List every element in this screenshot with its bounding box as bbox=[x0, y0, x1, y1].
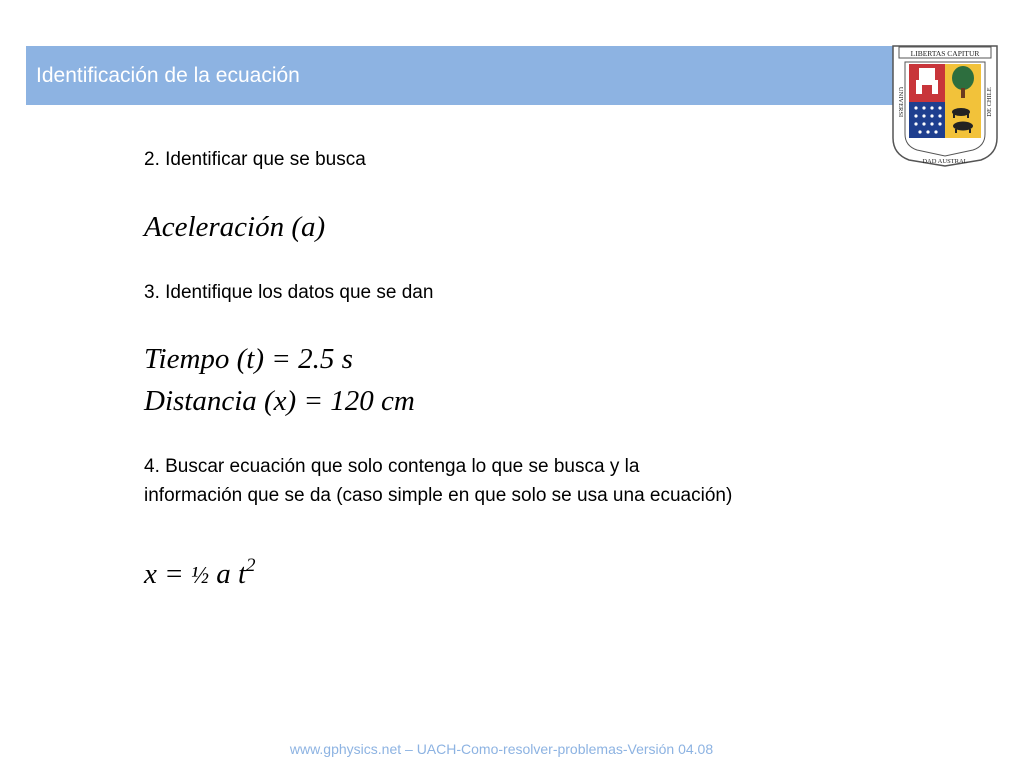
step-4-label-line2: información que se da (caso simple en que solo se usa una ecuación) bbox=[144, 485, 733, 506]
crest-ring-text-bottom: DAD AUSTRAL bbox=[922, 158, 968, 165]
crest-ring-text-left: UNIVERSI bbox=[897, 86, 904, 118]
data-time: Tiempo (t) = 2.5 s bbox=[144, 343, 353, 375]
step-3-label: 3. Identifique los datos que se dan bbox=[144, 282, 434, 303]
slide-title: Identificación de la ecuación bbox=[36, 64, 300, 87]
crest-banner-text: LIBERTAS CAPITUR bbox=[910, 49, 980, 58]
equation-rhs: a t bbox=[208, 558, 247, 590]
footer-text: www.gphysics.net – UACH-Como-resolver-problemas-Versión 04.08 bbox=[289, 741, 714, 757]
equation-half: ½ bbox=[190, 563, 209, 589]
university-crest-logo bbox=[889, 42, 1001, 168]
step-4-label-line1: 4. Buscar ecuación que solo contenga lo que se busca y la bbox=[144, 456, 640, 477]
step-2-answer: Aceleración (a) bbox=[144, 211, 326, 243]
equation-lhs: x = bbox=[144, 558, 191, 590]
step-2-label: 2. Identificar que se busca bbox=[144, 149, 366, 170]
crest-ring-text-right: DE CHILE bbox=[986, 87, 993, 117]
data-distance: Distancia (x) = 120 cm bbox=[144, 385, 415, 417]
equation bbox=[144, 545, 256, 597]
title-bar bbox=[26, 46, 894, 105]
equation-exponent: 2 bbox=[246, 555, 256, 576]
